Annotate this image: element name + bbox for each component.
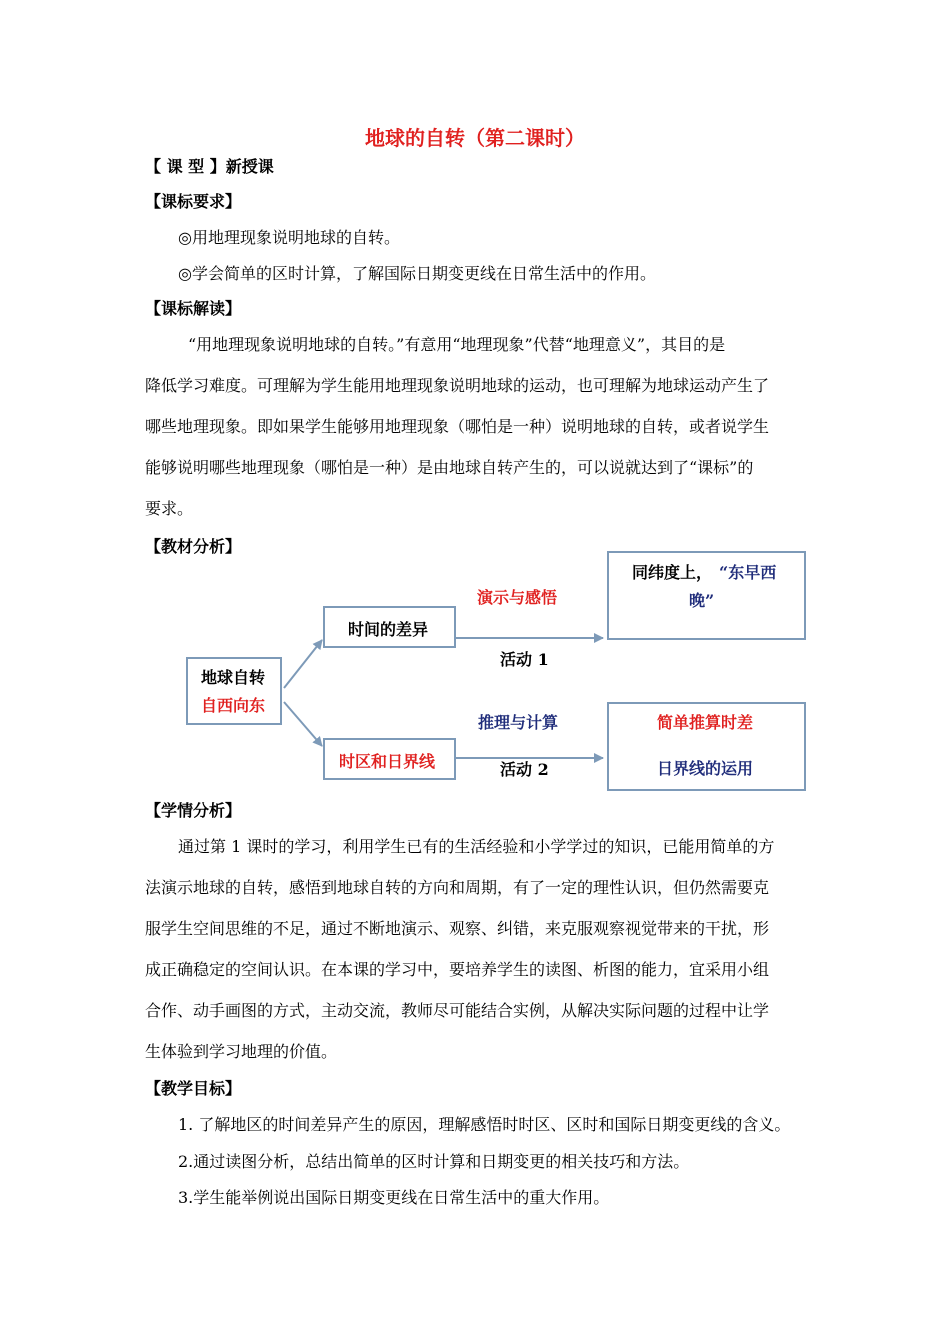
branch-top-label: 时间的差异 (348, 620, 429, 639)
interpretation-line: 哪些地理现象。即如果学生能够用地理现象（哪怕是一种）说明地球的自转，或者说学生 (145, 417, 770, 436)
label-activity-1: 活动 1 (500, 650, 549, 669)
label-reasoning: 推理与计算 (478, 713, 559, 732)
result-bottom-box (607, 702, 806, 791)
goal-item: 1. 了解地区的时间差异产生的原因，理解感悟时时区、区时和国际日期变更线的含义。 (178, 1115, 791, 1134)
students-line: 生体验到学习地理的价值。 (145, 1042, 338, 1061)
label-demo: 演示与感悟 (477, 588, 558, 607)
students-line: 成正确稳定的空间认识。在本课的学习中，要培养学生的读图、析图的能力，宜采用小组 (145, 960, 770, 979)
standards-item: ◎学会简单的区时计算，了解国际日期变更线在日常生活中的作用。 (178, 264, 656, 283)
root-line-2: 自西向东 (201, 696, 266, 715)
result-top-line-1b: “东早西 (719, 563, 777, 582)
students-line: 法演示地球的自转，感悟到地球自转的方向和周期，有了一定的理性认识，但仍然需要克 (145, 878, 770, 897)
root-line-1: 地球自转 (201, 668, 266, 687)
interpretation-line: 降低学习难度。可理解为学生能用地理现象说明地球的运动，也可理解为地球运动产生了 (145, 376, 770, 395)
page-title: 地球的自转（第二课时） (365, 126, 585, 150)
interpretation-line: 能够说明哪些地理现象（哪怕是一种）是由地球自转产生的，可以说就达到了“课标”的 (145, 458, 754, 477)
result-top-line-1a: 同纬度上， (632, 563, 713, 582)
result-bottom-line-1: 简单推算时差 (657, 713, 754, 732)
result-top-line-2: 晚” (689, 591, 715, 610)
label-activity-2: 活动 2 (500, 760, 549, 779)
arrow-root-to-bottom (284, 702, 322, 746)
textbook-heading: 【教材分析】 (145, 537, 242, 556)
branch-bottom-box (323, 738, 456, 780)
goal-item: 3.学生能举例说出国际日期变更线在日常生活中的重大作用。 (178, 1188, 610, 1207)
students-line: 服学生空间思维的不足，通过不断地演示、观察、纠错，来克服观察视觉带来的干扰，形 (145, 919, 770, 938)
interpretation-heading: 【课标解读】 (145, 299, 242, 318)
standards-heading: 【课标要求】 (145, 192, 242, 211)
standards-item: ◎用地理现象说明地球的自转。 (178, 228, 400, 247)
goals-heading: 【教学目标】 (145, 1079, 242, 1098)
result-top-box (607, 551, 806, 640)
result-bottom-line-2: 日界线的运用 (657, 759, 754, 778)
students-heading: 【学情分析】 (145, 801, 242, 820)
students-line: 合作、动手画图的方式，主动交流，教师尽可能结合实例，从解决实际问题的过程中让学 (145, 1001, 770, 1020)
interpretation-line: 要求。 (145, 499, 194, 518)
branch-top-box (323, 606, 456, 648)
branch-bottom-label: 时区和日界线 (339, 752, 436, 771)
arrow-root-to-top (284, 640, 322, 688)
interpretation-line: “用地理现象说明地球的自转。”有意用“地理现象”代替“地理意义”，其目的是 (188, 335, 726, 354)
lesson-type: 【 课 型 】新授课 (145, 157, 274, 176)
root-box (186, 657, 282, 725)
goal-item: 2.通过读图分析，总结出简单的区时计算和日期变更的相关技巧和方法。 (178, 1152, 690, 1171)
students-line: 通过第 1 课时的学习，利用学生已有的生活经验和小学学过的知识，已能用简单的方 (178, 837, 775, 856)
